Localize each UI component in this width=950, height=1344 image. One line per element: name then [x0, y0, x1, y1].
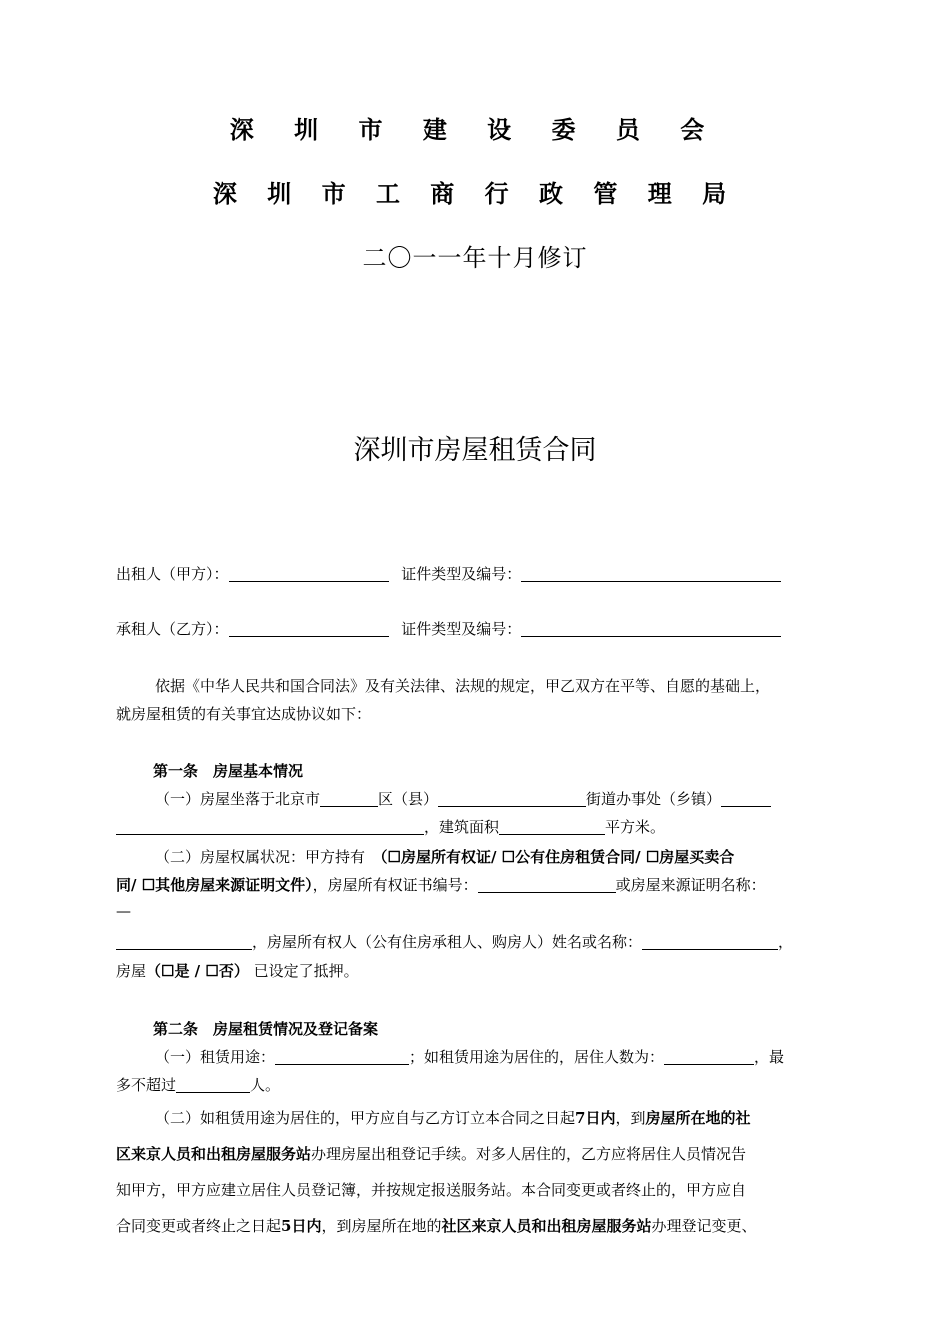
text: 或房屋来源证明名称： — [615, 876, 766, 894]
text: ，房屋所有权人（公有住房承租人、购房人）姓名或名称： — [252, 933, 643, 951]
article-2-p1-line1 — [155, 1046, 784, 1067]
text: 街道办事处（乡镇） — [586, 790, 722, 808]
text: （二）房屋权属状况：甲方持有 — [155, 848, 381, 866]
text: 平方米。 — [605, 818, 666, 836]
text: 多不超过 — [116, 1076, 177, 1094]
preamble-line-2: 就房屋租赁的有关事宜达成协议如下： — [116, 705, 372, 723]
certificate-number-field[interactable] — [478, 876, 616, 893]
article-1-p1-line1 — [155, 788, 771, 809]
text: 房屋所在地的社 — [645, 1109, 751, 1127]
ownership-checkbox-options-cont[interactable]: 同/ ☐其他房屋来源证明文件） — [116, 876, 313, 894]
text: 社区来京人员和出租房屋服务站 — [441, 1217, 652, 1235]
town-field[interactable] — [721, 790, 771, 807]
article-2-p2-line4 — [116, 1215, 757, 1236]
lessee-id-field[interactable] — [521, 620, 781, 637]
article-1-heading: 第一条 房屋基本情况 — [153, 762, 304, 780]
text: 区来京人员和出租房屋服务站 — [116, 1145, 312, 1163]
issuer-line-1: 深 圳 市 建 设 委 员 会 — [229, 116, 721, 144]
text: ， — [778, 933, 794, 951]
text: 办理登记变更、 — [651, 1217, 757, 1235]
text: （一）租赁用途： — [155, 1048, 276, 1066]
article-1-p2-line2 — [116, 874, 766, 895]
text: ，到 — [615, 1109, 646, 1127]
lessor-name-field[interactable] — [229, 565, 389, 582]
address-detail-field[interactable] — [116, 818, 424, 835]
ownership-checkbox-options[interactable]: （☐房屋所有权证/ ☐公有住房租赁合同/ ☐房屋买卖合 — [380, 848, 735, 866]
article-2-heading: 第二条 房屋租赁情况及登记备案 — [153, 1020, 379, 1038]
text: ，建筑面积 — [424, 818, 500, 836]
text: ，房屋所有权证书编号： — [312, 876, 478, 894]
article-1-p2-line3 — [116, 931, 793, 952]
lessee-line — [116, 618, 781, 639]
issuer-line-2: 深 圳 市 工 商 行 政 管 理 局 — [212, 180, 738, 208]
residents-count-field[interactable] — [664, 1048, 754, 1065]
lessee-label: 承租人（乙方）： — [116, 620, 229, 638]
lessor-label: 出租人（甲方）： — [116, 565, 229, 583]
lessor-id-label: 证件类型及编号： — [401, 565, 522, 583]
text: ，最 — [754, 1048, 785, 1066]
preamble-line-1: 依据《中华人民共和国合同法》及有关法律、法规的规定，甲乙双方在平等、自愿的基础上， — [155, 677, 771, 695]
owner-name-field[interactable] — [642, 933, 778, 950]
text: 已设定了抵押。 — [248, 962, 359, 980]
text: ；如租赁用途为居住的，居住人数为： — [409, 1048, 665, 1066]
text: 人。 — [250, 1076, 281, 1094]
district-field[interactable] — [320, 790, 378, 807]
text: 合同变更或者终止之日起 — [116, 1217, 282, 1235]
article-1-p2-line1 — [155, 846, 734, 867]
text: （二）如租赁用途为居住的，甲方应自与乙方订立本合同之日起 — [155, 1109, 576, 1127]
article-2-p2-line1 — [155, 1107, 750, 1128]
lease-purpose-field[interactable] — [275, 1048, 409, 1065]
article-1-p2-line4 — [116, 960, 359, 981]
lessee-id-label: 证件类型及编号： — [401, 620, 522, 638]
article-2-p2-line3: 知甲方，甲方应建立居住人员登记簿，并按规定报送服务站。本合同变更或者终止的，甲方应自 — [116, 1181, 747, 1199]
revision-date: 二〇一一年十月修订 — [362, 244, 588, 272]
lessee-name-field[interactable] — [229, 620, 389, 637]
contract-title: 深圳市房屋租赁合同 — [353, 435, 597, 466]
text: 办理房屋出租登记手续。对多人居住的，乙方应将居住人员情况告 — [311, 1145, 747, 1163]
mortgage-checkbox-options[interactable]: （☐是 / ☐否） — [146, 962, 249, 980]
text: 房屋 — [116, 962, 147, 980]
text: 区（县） — [378, 790, 439, 808]
article-1-p1-line2 — [116, 816, 665, 837]
text: （一）房屋坐落于北京市 — [155, 790, 321, 808]
source-doc-name-field[interactable] — [116, 933, 252, 950]
article-1-p2-dash: — — [116, 902, 131, 920]
text: 7日内 — [575, 1109, 616, 1127]
text: ，到房屋所在地的 — [321, 1217, 442, 1235]
article-2-p1-line2 — [116, 1074, 280, 1095]
article-2-p2-line2 — [116, 1143, 746, 1164]
lessor-id-field[interactable] — [521, 565, 781, 582]
floor-area-field[interactable] — [499, 818, 605, 835]
street-office-field[interactable] — [438, 790, 586, 807]
max-residents-field[interactable] — [176, 1076, 250, 1093]
lessor-line — [116, 563, 781, 584]
text: 5日内 — [281, 1217, 322, 1235]
